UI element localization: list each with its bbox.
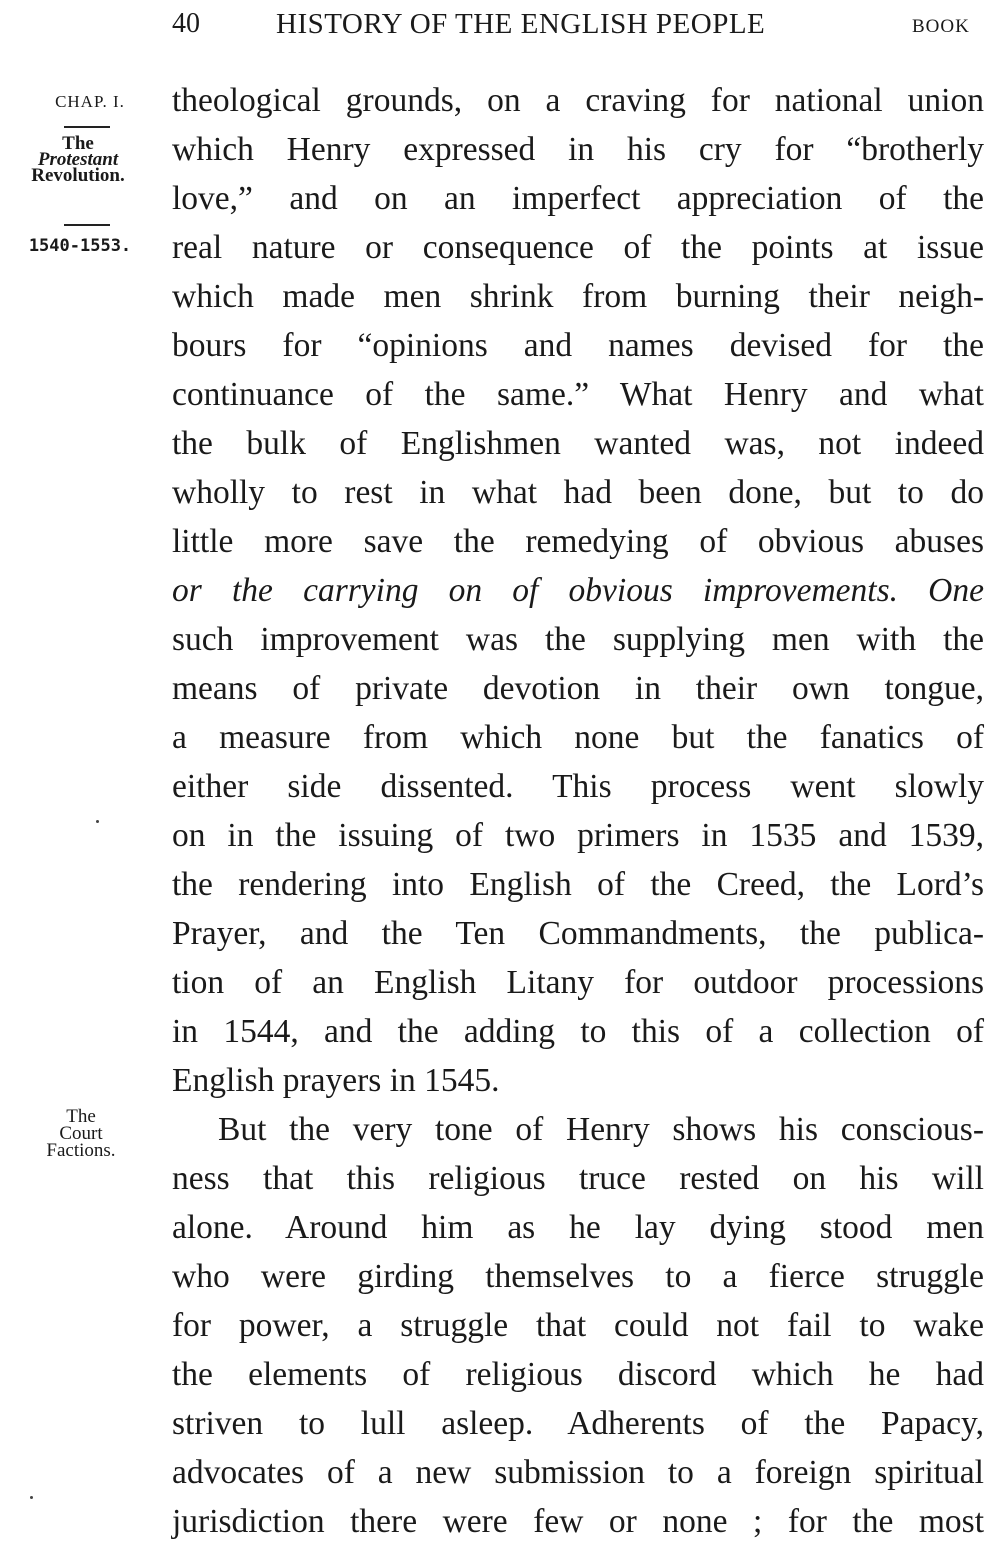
text-line: tion of an English Litany for outdoor processions (172, 964, 984, 1001)
text-line: Prayer, and the Ten Commandments, the publica- (172, 915, 984, 952)
section-title-line: The (62, 133, 94, 154)
text-line: in 1544, and the adding to this of a collection of (172, 1013, 984, 1050)
text-line: theological grounds, on a craving for national union (172, 82, 984, 119)
text-line: a measure from which none but the fanatics of (172, 719, 984, 756)
text-line: bours for “opinions and names devised for the (172, 327, 984, 364)
side-note-line: The (66, 1106, 96, 1127)
text-line: wholly to rest in what had been done, but to do (172, 474, 984, 511)
text-line: But the very tone of Henry shows his conscious- (218, 1111, 984, 1148)
section-title-line: Revolution. (31, 165, 125, 186)
text-line: the rendering into English of the Creed, the Lord’s (172, 866, 984, 903)
side-note-line: Court (59, 1123, 103, 1144)
text-line: English prayers in 1545. (172, 1062, 500, 1099)
running-title: HISTORY OF THE ENGLISH PEOPLE (276, 8, 766, 40)
text-line: for power, a struggle that could not fail to wake (172, 1307, 984, 1344)
text-line: advocates of a new submission to a foreign spiritual (172, 1454, 984, 1491)
text-line: love,” and on an imperfect appreciation of the (172, 180, 984, 217)
text-line: which made men shrink from burning their neigh- (172, 278, 984, 315)
text-line: real nature or consequence of the points at issue (172, 229, 984, 266)
text-line: who were girding themselves to a fierce struggle (172, 1258, 984, 1295)
text-line: little more save the remedying of obvious abuses (172, 523, 984, 560)
text-line: continuance of the same.” What Henry and what (172, 376, 984, 413)
page-header (0, 6, 1000, 46)
text-line: alone. Around him as he lay dying stood men (172, 1209, 984, 1246)
text-line: or the carrying on of obvious improvements. One (172, 572, 984, 609)
book-label: BOOK (912, 16, 970, 37)
text-line: ness that this religious truce rested on his will (172, 1160, 984, 1197)
margin-rule-bottom (64, 224, 110, 226)
text-line: such improvement was the supplying men with the (172, 621, 984, 658)
text-line: the bulk of Englishmen wanted was, not indeed (172, 425, 984, 462)
side-note-line: Factions. (46, 1140, 116, 1161)
text-line: which Henry expressed in his cry for “brotherly (172, 131, 984, 168)
text-line: either side dissented. This process went slowly (172, 768, 984, 805)
text-line: jurisdiction there were few or none ; for the most (172, 1503, 984, 1540)
print-speck (30, 1496, 33, 1499)
body-text (172, 76, 984, 1546)
margin-rule-top (64, 126, 110, 128)
text-line: means of private devotion in their own tongue, (172, 670, 984, 707)
print-speck (96, 820, 99, 823)
date-range: 1540-1553. (28, 236, 132, 256)
text-line: the elements of religious discord which he had (172, 1356, 984, 1393)
text-line: striven to lull asleep. Adherents of the Papacy, (172, 1405, 984, 1442)
text-line: on in the issuing of two primers in 1535 and 1539, (172, 817, 984, 854)
side-note (16, 1108, 146, 1159)
section-title (4, 133, 152, 186)
chapter-label: CHAP. I. (55, 92, 125, 111)
page-number: 40 (172, 8, 200, 39)
section-title-line: Protestant (37, 149, 119, 170)
